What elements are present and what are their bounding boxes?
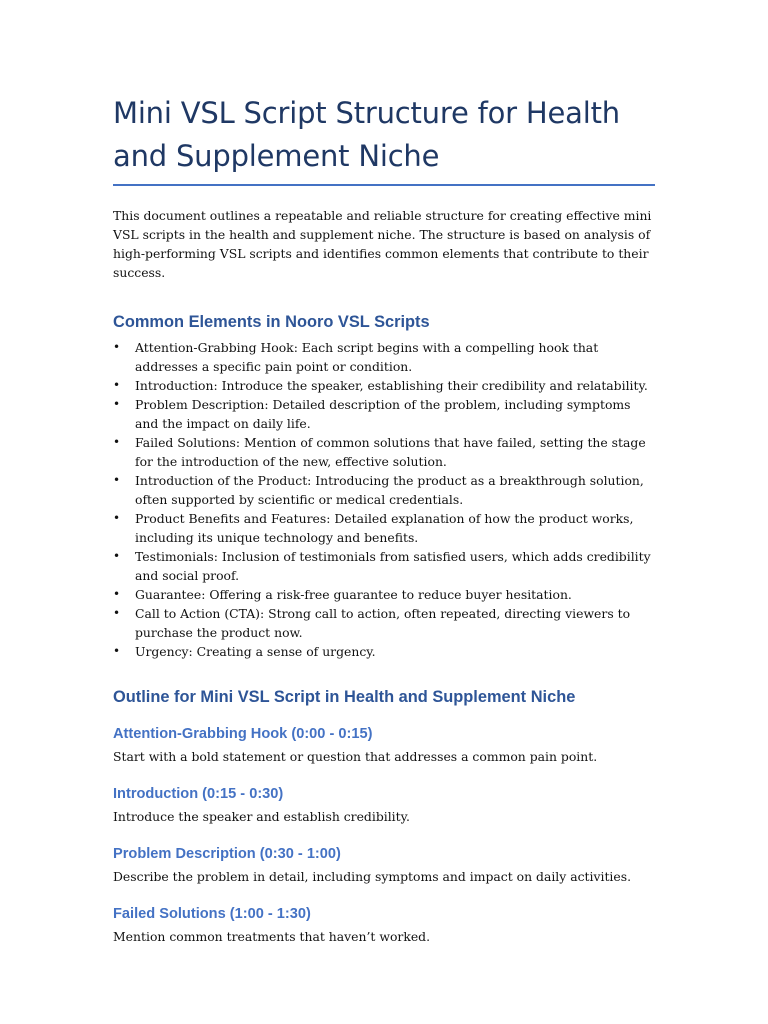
section-text-hook: Start with a bold statement or question that addresses a common pain point. xyxy=(113,749,598,764)
list-item xyxy=(113,338,655,376)
list-item-text: Introduction of the Product: Introducing the product as a breakthrough solution, often supported by scientific or medical credentials. xyxy=(135,473,644,507)
list-item-text: Urgency: Creating a sense of urgency. xyxy=(135,644,376,659)
list-item xyxy=(113,376,655,395)
list-item-text: Call to Action (CTA): Strong call to action, often repeated, directing viewers to purchase the product now. xyxy=(135,606,631,640)
list-item xyxy=(113,471,655,509)
section-heading-introduction: Introduction (0:15 - 0:30) xyxy=(113,786,284,802)
bullet-icon: • xyxy=(113,378,121,392)
outline-heading: Outline for Mini VSL Script in Health and Supplement Niche xyxy=(113,688,576,706)
bullet-icon: • xyxy=(113,606,121,620)
list-item-text: Attention-Grabbing Hook: Each script begins with a compelling hook that addresses a specific pain point or condition. xyxy=(135,340,599,374)
bullet-icon: • xyxy=(113,644,121,658)
list-item-text: Problem Description: Detailed description of the problem, including symptoms and the impact on daily life. xyxy=(135,397,631,431)
section-text-introduction: Introduce the speaker and establish credibility. xyxy=(113,809,410,824)
bullet-icon: • xyxy=(113,587,121,601)
section-text-failed-solutions: Mention common treatments that haven’t worked. xyxy=(113,929,431,944)
list-item xyxy=(113,547,655,585)
section-text-problem: Describe the problem in detail, including symptoms and impact on daily activities. xyxy=(113,869,632,884)
section-heading-failed-solutions: Failed Solutions (1:00 - 1:30) xyxy=(113,906,311,922)
document-page xyxy=(113,92,655,946)
bullet-icon: • xyxy=(113,340,121,354)
list-item-text: Failed Solutions: Mention of common solutions that have failed, setting the stage for the introduction of the new, effective solution. xyxy=(135,435,646,469)
list-item-text: Guarantee: Offering a risk-free guarantee to reduce buyer hesitation. xyxy=(135,587,572,602)
bullet-icon: • xyxy=(113,549,121,563)
bullet-icon: • xyxy=(113,435,121,449)
common-elements-heading: Common Elements in Nooro VSL Scripts xyxy=(113,313,430,331)
list-item xyxy=(113,585,655,604)
bullet-icon: • xyxy=(113,511,121,525)
list-item xyxy=(113,395,655,433)
list-item-text: Product Benefits and Features: Detailed explanation of how the product works, including its unique technology and benefits. xyxy=(135,511,634,545)
bullet-icon: • xyxy=(113,397,121,411)
list-item-text: Testimonials: Inclusion of testimonials from satisfied users, which adds credibility and social proof. xyxy=(135,549,651,583)
list-item-text: Introduction: Introduce the speaker, establishing their credibility and relatability. xyxy=(135,378,648,393)
bullet-icon: • xyxy=(113,473,121,487)
list-item xyxy=(113,433,655,471)
section-heading-problem: Problem Description (0:30 - 1:00) xyxy=(113,846,341,862)
list-item xyxy=(113,509,655,547)
title-divider xyxy=(113,184,655,186)
common-elements-list xyxy=(113,338,655,661)
intro-paragraph: This document outlines a repeatable and reliable structure for creating effective mini VSL scripts in the health and supplement niche. The structure is based on analysis of high-performing VSL scripts and identifies common elements that contribute to their success. xyxy=(113,208,652,280)
list-item xyxy=(113,642,655,661)
section-heading-hook: Attention-Grabbing Hook (0:00 - 0:15) xyxy=(113,726,373,742)
list-item xyxy=(113,604,655,642)
document-title: Mini VSL Script Structure for Health and Supplement Niche xyxy=(113,96,620,173)
